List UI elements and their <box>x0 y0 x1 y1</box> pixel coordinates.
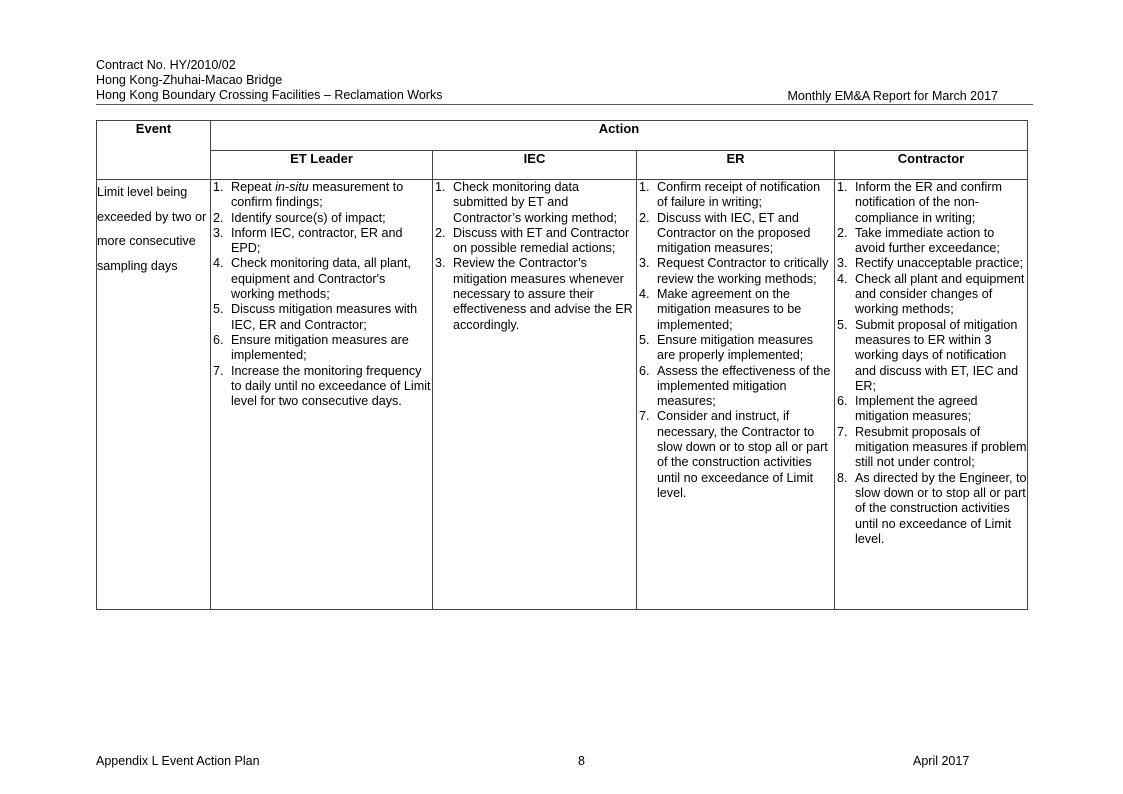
item-text: Repeat in-situ measurement to confirm findings; <box>231 180 404 210</box>
event-cell: Limit level being exceeded by two or more consecutive sampling days <box>97 180 211 610</box>
list-item <box>835 180 1027 226</box>
item-number: 7. <box>639 409 650 424</box>
item-text: As directed by the Engineer, to slow down or to stop all or part of the construction activities until no exceedance of Limit level. <box>855 470 1027 546</box>
list-item <box>433 226 636 257</box>
item-number: 2. <box>435 225 446 240</box>
list-item <box>637 256 834 287</box>
contract-number: Contract No. HY/2010/02 <box>96 58 236 72</box>
item-number: 2. <box>837 225 848 240</box>
et-leader-cell <box>211 180 433 610</box>
item-number: 6. <box>639 363 650 378</box>
item-text: Consider and instruct, if necessary, the Contractor to slow down or to stop all or part of the construction activities until no exceedance of Limit level. <box>657 409 828 500</box>
list-item <box>835 425 1027 471</box>
item-number: 3. <box>639 256 650 271</box>
item-number: 3. <box>213 225 224 240</box>
works-name: Hong Kong Boundary Crossing Facilities – Reclamation Works <box>96 88 443 102</box>
item-text: Discuss with ET and Contractor on possible remedial actions; <box>453 225 630 256</box>
item-number: 1. <box>213 180 224 194</box>
item-number: 2. <box>639 210 650 225</box>
item-number: 5. <box>639 332 650 347</box>
list-item <box>835 226 1027 257</box>
item-text: Increase the monitoring frequency to daily until no exceedance of Limit level for two consecutive days. <box>231 363 431 409</box>
item-number: 7. <box>213 363 224 378</box>
footer-date: April 2017 <box>913 754 970 768</box>
et-leader-header: ET Leader <box>211 150 433 180</box>
item-text: Resubmit proposals of mitigation measures if problem still not under control; <box>855 424 1027 470</box>
header-rule <box>96 104 1033 105</box>
et-leader-list <box>211 180 432 409</box>
list-item <box>211 364 432 410</box>
contractor-header: Contractor <box>835 150 1028 180</box>
list-item <box>835 256 1027 271</box>
list-item <box>433 180 636 226</box>
contractor-cell <box>835 180 1028 610</box>
item-text: Implement the agreed mitigation measures; <box>855 394 978 424</box>
er-cell <box>637 180 835 610</box>
item-number: 5. <box>837 317 848 332</box>
list-item <box>637 409 834 501</box>
list-item <box>637 364 834 410</box>
contractor-list <box>835 180 1027 547</box>
item-text: Ensure mitigation measures are implemented; <box>231 332 409 363</box>
event-column-header: Event <box>97 121 211 180</box>
item-text: Check monitoring data submitted by ET and Contractor’s working method; <box>453 180 618 225</box>
list-item <box>433 256 636 332</box>
project-name: Hong Kong-Zhuhai-Macao Bridge <box>96 73 283 87</box>
list-item <box>637 211 834 257</box>
item-number: 4. <box>837 271 848 286</box>
item-text: Confirm receipt of notification of failure in writing; <box>657 180 821 210</box>
item-text: Discuss with IEC, ET and Contractor on the proposed mitigation measures; <box>657 210 811 256</box>
item-text: Take immediate action to avoid further exceedance; <box>855 225 1000 256</box>
item-number: 1. <box>435 180 446 194</box>
item-number: 4. <box>213 256 224 271</box>
report-title: Monthly EM&A Report for March 2017 <box>787 89 998 103</box>
item-number: 6. <box>837 394 848 409</box>
list-item <box>211 256 432 302</box>
item-number: 5. <box>213 302 224 317</box>
item-number: 8. <box>837 470 848 485</box>
item-text: Discuss mitigation measures with IEC, ER and Contractor; <box>231 302 418 332</box>
item-number: 1. <box>639 180 650 194</box>
item-number: 3. <box>435 256 446 271</box>
er-list <box>637 180 834 501</box>
list-item <box>211 302 432 333</box>
item-text: Rectify unacceptable practice; <box>855 256 1024 271</box>
item-text: Submit proposal of mitigation measures to ER within 3 working days of notification and discuss with ET, IEC and ER; <box>855 317 1019 393</box>
list-item <box>835 471 1027 547</box>
iec-header: IEC <box>433 150 637 180</box>
item-text: Check monitoring data, all plant, equipment and Contractor's working methods; <box>231 256 411 302</box>
list-item <box>835 272 1027 318</box>
item-number: 1. <box>837 180 848 194</box>
list-item <box>211 333 432 364</box>
list-item <box>211 211 432 226</box>
item-text: Inform IEC, contractor, ER and EPD; <box>231 225 403 256</box>
item-text: Assess the effectiveness of the implemented mitigation measures; <box>657 363 831 409</box>
iec-list <box>433 180 636 333</box>
list-item <box>835 318 1027 394</box>
item-text: Identify source(s) of impact; <box>231 210 386 225</box>
item-number: 7. <box>837 424 848 439</box>
item-text: Ensure mitigation measures are properly implemented; <box>657 332 814 363</box>
item-number: 6. <box>213 332 224 347</box>
list-item <box>637 333 834 364</box>
list-item <box>637 287 834 333</box>
list-item <box>211 226 432 257</box>
footer-appendix: Appendix L Event Action Plan <box>96 754 260 768</box>
item-text: Review the Contractor’s mitigation measures whenever necessary to assure their effectiveness and advise the ER accordingly. <box>453 256 633 332</box>
action-column-header: Action <box>211 121 1028 151</box>
er-header: ER <box>637 150 835 180</box>
item-text: Check all plant and equipment and consider changes of working methods; <box>855 271 1025 317</box>
list-item <box>637 180 834 211</box>
event-action-table <box>96 120 1028 610</box>
list-item <box>211 180 432 211</box>
footer-page-number: 8 <box>578 754 585 768</box>
list-item <box>835 394 1027 425</box>
item-number: 4. <box>639 287 650 302</box>
iec-cell <box>433 180 637 610</box>
item-number: 3. <box>837 256 848 271</box>
item-text: Inform the ER and confirm notification of the non-compliance in writing; <box>855 180 1002 225</box>
item-text: Request Contractor to critically review the working methods; <box>657 256 829 286</box>
item-text: Make agreement on the mitigation measures to be implemented; <box>657 287 802 332</box>
item-number: 2. <box>213 210 224 225</box>
